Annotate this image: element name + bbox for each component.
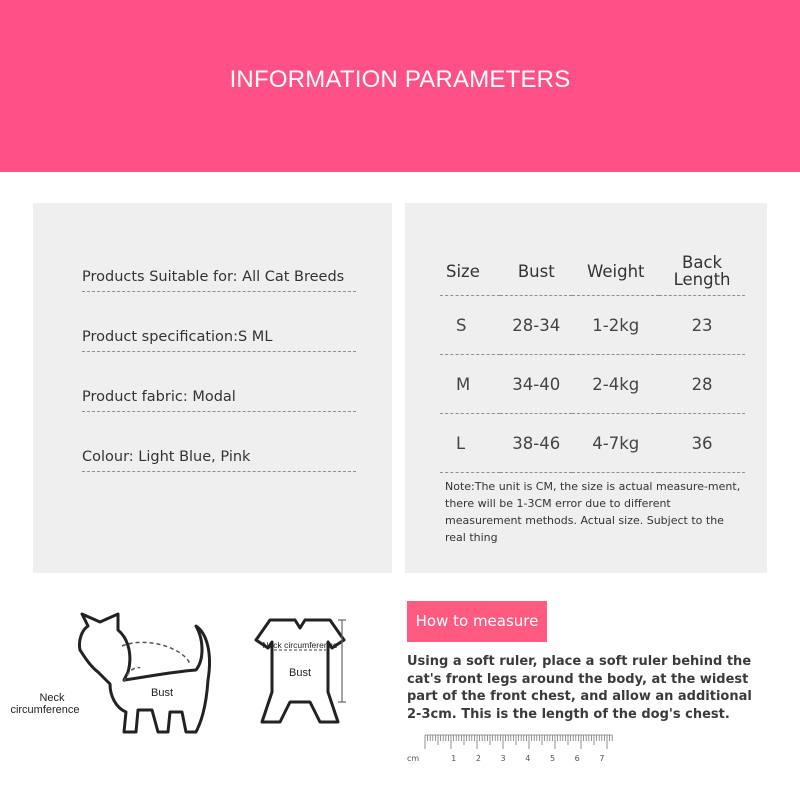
- cell-back-length: 36: [659, 414, 745, 473]
- header-weight: Weight: [572, 247, 659, 296]
- ruler-number: 4: [525, 754, 531, 763]
- cell-size: L: [440, 414, 500, 473]
- table-row: [440, 414, 745, 473]
- shirt-neck-label: Neck circumference: [262, 640, 338, 650]
- size-note: Note:The unit is CM, the size is actual measure-ment, there will be 1-3CM error due to different measurement methods. Actual size. Subject to the real thing: [445, 480, 741, 544]
- ruler-number: 1: [451, 754, 457, 763]
- ruler-number: 7: [599, 754, 605, 763]
- cell-size: S: [440, 296, 500, 355]
- cell-bust: 34-40: [500, 355, 572, 414]
- cell-back-length: 23: [659, 296, 745, 355]
- dog-neck-label-1: Neck: [39, 692, 65, 704]
- dog-bust-label: Bust: [151, 687, 174, 699]
- cell-bust: 38-46: [500, 414, 572, 473]
- header-length: Length: [673, 270, 731, 289]
- header-back: Back: [682, 253, 723, 272]
- cell-back-length: 28: [659, 355, 745, 414]
- table-row: [440, 355, 745, 414]
- how-to-measure-badge: How to measure: [407, 601, 547, 642]
- cell-bust: 28-34: [500, 296, 572, 355]
- header-back-length: [659, 247, 745, 296]
- back-length-line: [122, 642, 190, 664]
- spec-suitable-for: Products Suitable for: All Cat Breeds: [82, 269, 356, 292]
- product-info-panel: [33, 203, 392, 573]
- header-size: Size: [440, 247, 500, 296]
- table-header-row: [440, 247, 745, 296]
- ruler-number: 5: [549, 754, 556, 763]
- dog-diagram: [0, 600, 225, 750]
- cell-size: M: [440, 355, 500, 414]
- header-banner: [0, 0, 800, 172]
- header-bust: Bust: [500, 247, 572, 296]
- dog-neck-label-2: circumference: [10, 704, 80, 716]
- spec-colour: Colour: Light Blue, Pink: [82, 449, 356, 472]
- ruler-number: 6: [574, 754, 580, 763]
- ruler-number: 2: [475, 754, 481, 763]
- dog-outline-icon: [79, 614, 209, 732]
- ruler-unit: cm: [407, 754, 420, 763]
- measure-instructions: Using a soft ruler, place a soft ruler behind the cat's front legs around the body, at the widest part of the front chest, and allow an additional 2-3cm. This is the length of the dog's chest.: [407, 654, 752, 722]
- cell-weight: 1-2kg: [572, 296, 659, 355]
- spec-specification: Product specification:S ML: [82, 329, 356, 352]
- spec-fabric: Product fabric: Modal: [82, 389, 356, 412]
- cell-weight: 4-7kg: [572, 414, 659, 473]
- size-chart-panel: [405, 203, 767, 573]
- ruler-number: 3: [500, 754, 506, 763]
- cell-weight: 2-4kg: [572, 355, 659, 414]
- ruler-icon: [405, 731, 615, 767]
- page-title: INFORMATION PARAMETERS: [229, 66, 571, 93]
- shirt-bust-label: Bust: [288, 667, 312, 679]
- table-row: [440, 296, 745, 355]
- shirt-diagram: [240, 610, 360, 740]
- size-table: [440, 247, 745, 473]
